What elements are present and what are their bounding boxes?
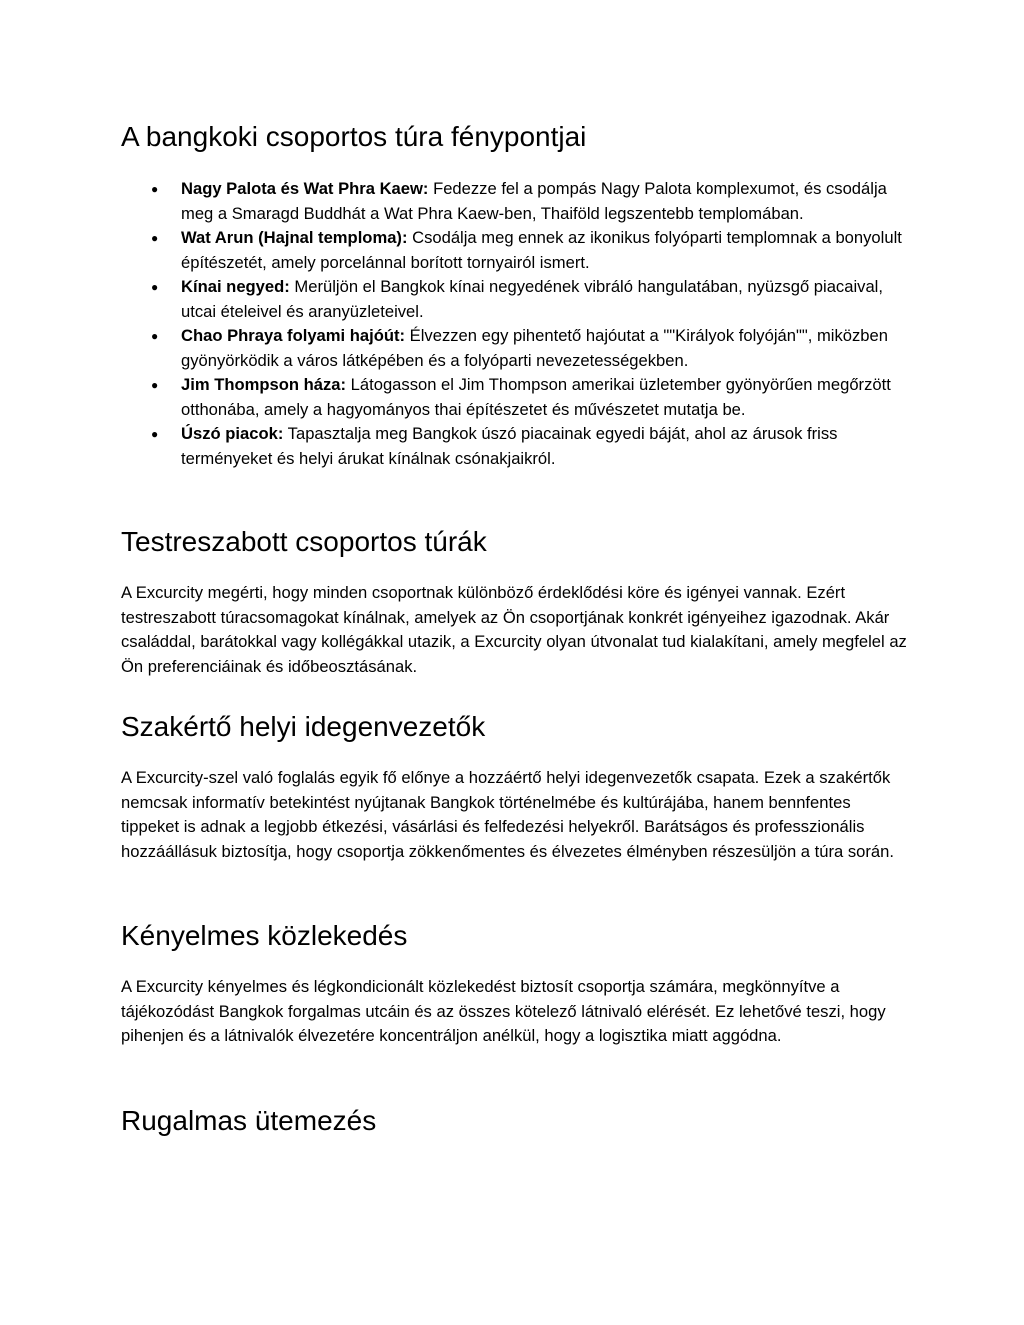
list-item-text: Csodálja meg ennek az ikonikus folyóparti templomnak a bonyolult építészetét, amely porcelánnal borított tornyairól ismert. — [181, 228, 902, 272]
list-item-title: Jim Thompson háza: — [181, 375, 347, 394]
list-item — [121, 373, 911, 422]
list-item-title: Kínai negyed: — [181, 277, 290, 296]
list-item — [121, 324, 911, 373]
list-item — [121, 177, 911, 226]
list-item-text: Merüljön el Bangkok kínai negyedének vibráló hangulatában, nyüzsgő piacaival, utcai ételeivel és aranyüzleteivel. — [181, 277, 883, 321]
section-heading-flexible-schedule: Rugalmas ütemezés — [121, 1105, 377, 1136]
list-item-text: Tapasztalja meg Bangkok úszó piacainak egyedi báját, ahol az árusok friss terményeket és helyi árukat kínálnak csónakjaikról. — [181, 424, 838, 468]
highlights-list — [121, 177, 911, 471]
list-item-title: Úszó piacok: — [181, 424, 284, 443]
section-paragraph-custom-tours: A Excurcity megérti, hogy minden csoportnak különböző érdeklődési köre és igényei vannak. Ezért testreszabott túracsomagokat kínálnak, amelyek az Ön csoportjának konkrét igényeihez igazodnak. Akár családdal, barátokkal vagy kollégákkal utazik, a Excurcity olyan útvonalat tud kialakítani, amely megfelel az Ön preferenciáinak és időbeosztásának. — [121, 583, 907, 676]
bullet-icon: ● — [151, 182, 159, 196]
bullet-icon: ● — [151, 329, 159, 343]
section-paragraph-local-guides: A Excurcity-szel való foglalás egyik fő előnye a hozzáértő helyi idegenvezetők csapata. Ezek a szakértők nemcsak informatív betekintést nyújtanak Bangkok történelmébe és kultúrájába, hanem bennfentes tippeket is adnak a legjobb étkezési, vásárlási és felfedezési helyekről. Barátságos és professzionális hozzáállásuk biztosítja, hogy csoportja zökkenőmentes és élvezetes élményben részesüljön a túra során. — [121, 768, 894, 861]
list-item-text: Élvezzen egy pihentető hajóutat a ""Királyok folyóján"", miközben gyönyörködik a város látképében és a folyóparti nevezetességekben. — [181, 326, 888, 370]
list-item-text: Látogasson el Jim Thompson amerikai üzletember gyönyörűen megőrzött otthonába, amely a hagyományos thai építészetet és művészetet mutatja be. — [181, 375, 891, 419]
list-item-title: Nagy Palota és Wat Phra Kaew: — [181, 179, 429, 198]
section-heading-local-guides: Szakértő helyi idegenvezetők — [121, 711, 486, 742]
bullet-icon: ● — [151, 280, 159, 294]
list-item-title: Wat Arun (Hajnal temploma): — [181, 228, 408, 247]
section-heading-custom-tours: Testreszabott csoportos túrák — [121, 526, 487, 557]
section-paragraph-transport: A Excurcity kényelmes és légkondicionált közlekedést biztosít csoportja számára, megkönnyítve a tájékozódást Bangkok forgalmas utcáin és az összes kötelező látnivaló elérését. Ez lehetővé teszi, hogy pihenjen és a látnivalók élvezetére koncentráljon anélkül, hogy a logisztika miatt aggódna. — [121, 977, 886, 1045]
list-item — [121, 422, 911, 471]
bullet-icon: ● — [151, 378, 159, 392]
list-item — [121, 275, 911, 324]
section-heading-highlights: A bangkoki csoportos túra fénypontjai — [121, 121, 587, 152]
list-item-text: Fedezze fel a pompás Nagy Palota komplexumot, és csodálja meg a Smaragd Buddhát a Wat Phra Kaew-ben, Thaiföld legszentebb templomában. — [181, 179, 887, 223]
bullet-icon: ● — [151, 231, 159, 245]
list-item-title: Chao Phraya folyami hajóút: — [181, 326, 406, 345]
list-item — [121, 226, 911, 275]
section-heading-transport: Kényelmes közlekedés — [121, 920, 408, 951]
bullet-icon: ● — [151, 427, 159, 441]
